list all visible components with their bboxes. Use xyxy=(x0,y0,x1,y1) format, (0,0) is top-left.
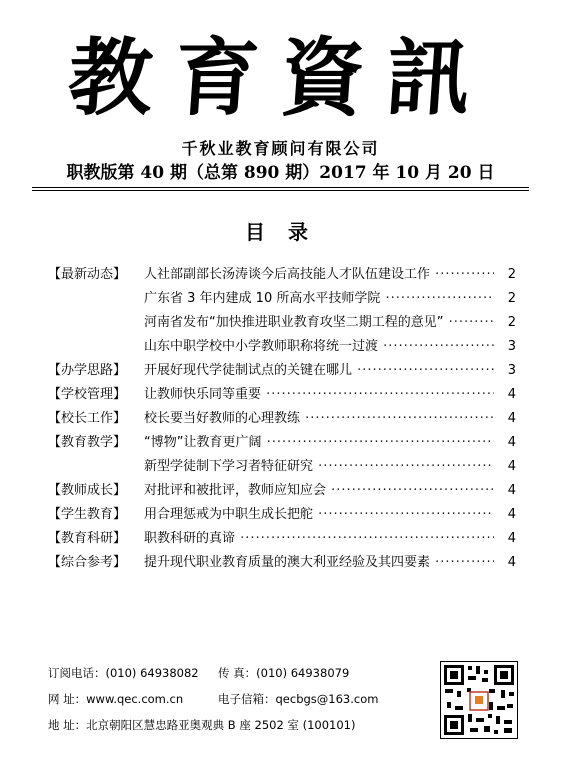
toc-section-label: 【教育科研】 xyxy=(48,531,127,546)
footer-phone-line xyxy=(48,660,448,686)
toc-title: 目 录 xyxy=(245,220,316,244)
toc-row xyxy=(48,551,518,575)
web-label: 网 址： xyxy=(48,692,87,706)
toc-page-number: 2 xyxy=(507,291,516,306)
toc-section-label: 【教育教学】 xyxy=(48,435,127,450)
toc-section-label: 【办学思路】 xyxy=(48,363,127,378)
toc-section-name: 最新动态 xyxy=(61,267,114,282)
toc-article-link[interactable]: “博物”让教育更广阔 ····· xyxy=(144,431,494,455)
toc-article-link[interactable]: 让教师快乐同等重要 ····· xyxy=(144,383,494,407)
toc-article-link[interactable]: 山东中职学校中小学教师职称将统一过渡 ····· xyxy=(144,335,494,359)
toc-row xyxy=(48,407,518,431)
toc-article-link[interactable]: 职教科研的真谛 ····· xyxy=(144,527,494,551)
toc-section-label: 【教师成长】 xyxy=(48,483,127,498)
email-link[interactable]: qecbgs@163.com xyxy=(275,692,379,706)
toc-article-link[interactable]: 开展好现代学徒制试点的关键在哪儿 ····· xyxy=(144,359,494,383)
toc-page-number: 4 xyxy=(507,435,516,450)
toc-article-link[interactable]: 河南省发布“加快推进职业教育攻坚二期工程的意见” ····· xyxy=(144,311,494,335)
header-rule-top xyxy=(32,187,529,188)
footer-web-line xyxy=(48,686,448,712)
address-label: 地 址： xyxy=(48,718,87,732)
toc-row xyxy=(48,335,518,359)
toc-page-number: 4 xyxy=(507,483,516,498)
toc-row xyxy=(48,383,518,407)
toc-row xyxy=(48,311,518,335)
toc-page-number: 2 xyxy=(507,315,516,330)
web-link[interactable]: www.qec.com.cn xyxy=(86,692,184,706)
toc-article-link[interactable]: 人社部副部长汤涛谈今后高技能人才队伍建设工作 ····· xyxy=(144,263,494,287)
toc-row xyxy=(48,527,518,551)
toc-section-name: 综合参考 xyxy=(61,555,114,570)
publisher-name: 千秋业教育顾问有限公司 xyxy=(181,139,380,158)
header-rule-bottom xyxy=(32,190,529,191)
toc-page-number: 4 xyxy=(507,459,516,474)
toc-section-name: 教师成长 xyxy=(61,483,114,498)
phone-label: 订阅电话： xyxy=(48,666,106,680)
toc-row xyxy=(48,359,518,383)
toc-page-number: 3 xyxy=(507,363,516,378)
toc-row xyxy=(48,503,518,527)
toc-section-name: 教育教学 xyxy=(61,435,114,450)
address-value: 北京朝阳区慧忠路亚奥观典 B 座 2502 室 (100101) xyxy=(86,718,356,732)
qr-code-icon xyxy=(440,661,518,739)
toc-section-name: 办学思路 xyxy=(61,363,114,378)
toc-section-label: 【学生教育】 xyxy=(48,507,127,522)
toc-row xyxy=(48,479,518,503)
toc-article-link[interactable]: 校长要当好教师的心理教练 ····· xyxy=(144,407,494,431)
toc-page-number: 4 xyxy=(507,411,516,426)
toc-section-name: 学校管理 xyxy=(61,387,114,402)
toc-section-label: 【最新动态】 xyxy=(48,267,127,282)
footer-address-line xyxy=(48,712,448,738)
toc-section-name: 教育科研 xyxy=(61,531,114,546)
toc-section-label: 【学校管理】 xyxy=(48,387,127,402)
toc-row xyxy=(48,455,518,479)
table-of-contents xyxy=(48,263,518,575)
toc-page-number: 4 xyxy=(507,555,516,570)
toc-article-link[interactable]: 对批评和被批评，教师应知应会 ····· xyxy=(144,479,494,503)
fax-value: (010) 64938079 xyxy=(256,666,350,680)
toc-article-link[interactable]: 广东省 3 年内建成 10 所高水平技师学院 ····· xyxy=(144,287,494,311)
contact-footer xyxy=(48,660,448,738)
toc-section-label: 【校长工作】 xyxy=(48,411,127,426)
toc-article-link[interactable]: 新型学徒制下学习者特征研究 ····· xyxy=(144,455,494,479)
toc-page-number: 4 xyxy=(507,531,516,546)
email-label: 电子信箱： xyxy=(218,692,276,706)
toc-page-number: 3 xyxy=(507,339,516,354)
toc-row xyxy=(48,287,518,311)
toc-row xyxy=(48,263,518,287)
toc-section-name: 学生教育 xyxy=(61,507,114,522)
toc-page-number: 4 xyxy=(507,387,516,402)
toc-page-number: 2 xyxy=(507,267,516,282)
toc-section-name: 校长工作 xyxy=(61,411,114,426)
toc-article-link[interactable]: 提升现代职业教育质量的澳大利亚经验及其四要素 ····· xyxy=(144,551,494,575)
toc-row xyxy=(48,431,518,455)
toc-page-number: 4 xyxy=(507,507,516,522)
fax-label: 传 真： xyxy=(218,666,257,680)
toc-section-label: 【综合参考】 xyxy=(48,555,127,570)
toc-article-link[interactable]: 用合理惩戒为中职生成长把舵 ····· xyxy=(144,503,494,527)
masthead-title: 教育資訊 xyxy=(65,28,496,127)
issue-line: 职教版第 40 期（总第 890 期）2017 年 10 月 20 日 xyxy=(66,163,495,183)
phone-value: (010) 64938082 xyxy=(105,666,199,680)
